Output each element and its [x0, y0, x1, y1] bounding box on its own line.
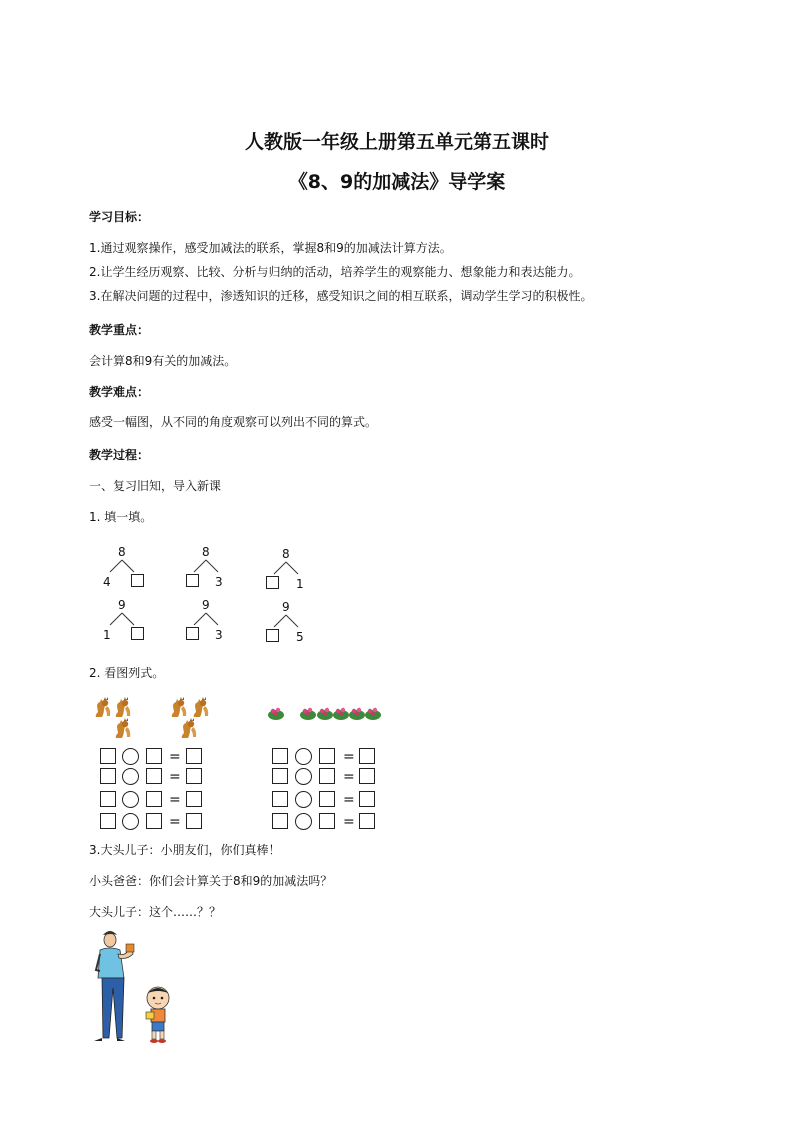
flower-bush-picture [266, 703, 386, 723]
eq-result-box[interactable] [359, 791, 375, 807]
tree-6-answer-box[interactable] [266, 629, 279, 642]
eq-box[interactable] [146, 813, 162, 829]
eq-box[interactable] [146, 791, 162, 807]
equals-sign: = [343, 792, 355, 808]
equals-sign: = [169, 792, 181, 808]
eq-box[interactable] [146, 748, 162, 764]
eq-box[interactable] [319, 813, 335, 829]
dialog-line-1: 3.大头儿子：小朋友们，你们真棒！ [89, 843, 281, 857]
equals-sign: = [343, 814, 355, 830]
eq-operator-circle[interactable] [295, 791, 312, 808]
eq-operator-circle[interactable] [295, 768, 312, 785]
tree-5-answer-box[interactable] [186, 627, 199, 640]
tree-3-answer-box[interactable] [266, 576, 279, 589]
equals-sign: = [343, 749, 355, 765]
difficulty-text: 感受一幅图，从不同的角度观察可以列出不同的算式。 [89, 415, 378, 429]
difficulty-heading: 教学难点： [89, 385, 150, 399]
eq-box[interactable] [272, 768, 288, 784]
eq-operator-circle[interactable] [122, 791, 139, 808]
key-point-text: 会计算8和9有关的加减法。 [89, 354, 237, 368]
eq-result-box[interactable] [186, 791, 202, 807]
eq-box[interactable] [272, 813, 288, 829]
tree-5-right: 3 [215, 628, 223, 642]
key-point-heading: 教学重点： [89, 323, 150, 337]
tree-2-right: 3 [215, 575, 223, 589]
eq-operator-circle[interactable] [122, 748, 139, 765]
tree-5-top: 9 [202, 598, 210, 612]
eq-result-box[interactable] [186, 813, 202, 829]
eq-operator-circle[interactable] [122, 813, 139, 830]
tree-4-left: 1 [103, 628, 111, 642]
tree-3-top: 8 [282, 547, 290, 561]
eq-box[interactable] [319, 748, 335, 764]
son-figure [146, 987, 169, 1043]
tree-2-top: 8 [202, 545, 210, 559]
eq-operator-circle[interactable] [295, 748, 312, 765]
eq-box[interactable] [272, 748, 288, 764]
equals-sign: = [169, 814, 181, 830]
tree-6-top: 9 [282, 600, 290, 614]
tree-2-answer-box[interactable] [186, 574, 199, 587]
doc-title-line1: 人教版一年级上册第五单元第五课时 [244, 131, 549, 153]
tree-1-answer-box[interactable] [131, 574, 144, 587]
tree-4-answer-box[interactable] [131, 627, 144, 640]
tree-6-right: 5 [296, 630, 304, 644]
eq-box[interactable] [100, 791, 116, 807]
question-2-label: 2. 看图列式。 [89, 666, 165, 680]
doc-title-line2: 《8、9的加减法》导学案 [288, 171, 506, 193]
objective-item-2: 2.让学生经历观察、比较、分析与归纳的活动，培养学生的观察能力、想象能力和表达能力。 [89, 265, 581, 279]
eq-result-box[interactable] [359, 768, 375, 784]
process-heading: 教学过程： [89, 448, 150, 462]
eq-box[interactable] [319, 768, 335, 784]
father-figure [94, 931, 134, 1041]
eq-result-box[interactable] [359, 748, 375, 764]
eq-operator-circle[interactable] [122, 768, 139, 785]
eq-result-box[interactable] [359, 813, 375, 829]
father-and-son-cartoon [88, 930, 183, 1048]
section-1-title: 一、复习旧知，导入新课 [89, 479, 222, 493]
kangaroo-picture [92, 693, 222, 739]
eq-box[interactable] [146, 768, 162, 784]
question-1-label: 1. 填一填。 [89, 510, 153, 524]
equals-sign: = [169, 749, 181, 765]
dialog-line-3: 大头儿子：这个……？？ [89, 905, 222, 919]
eq-box[interactable] [319, 791, 335, 807]
eq-box[interactable] [100, 813, 116, 829]
objective-item-1: 1.通过观察操作，感受加减法的联系，掌握8和9的加减法计算方法。 [89, 241, 452, 255]
eq-box[interactable] [100, 768, 116, 784]
eq-operator-circle[interactable] [295, 813, 312, 830]
eq-box[interactable] [272, 791, 288, 807]
tree-3-right: 1 [296, 577, 304, 591]
equals-sign: = [169, 769, 181, 785]
dialog-line-2: 小头爸爸：你们会计算关于8和9的加减法吗？ [89, 874, 333, 888]
tree-4-top: 9 [118, 598, 126, 612]
equals-sign: = [343, 769, 355, 785]
objectives-heading: 学习目标： [89, 210, 150, 224]
tree-1-top: 8 [118, 545, 126, 559]
objective-item-3: 3.在解决问题的过程中，渗透知识的迁移，感受知识之间的相互联系，调动学生学习的积极性。 [89, 289, 593, 303]
tree-1-left: 4 [103, 575, 111, 589]
eq-result-box[interactable] [186, 768, 202, 784]
eq-result-box[interactable] [186, 748, 202, 764]
eq-box[interactable] [100, 748, 116, 764]
